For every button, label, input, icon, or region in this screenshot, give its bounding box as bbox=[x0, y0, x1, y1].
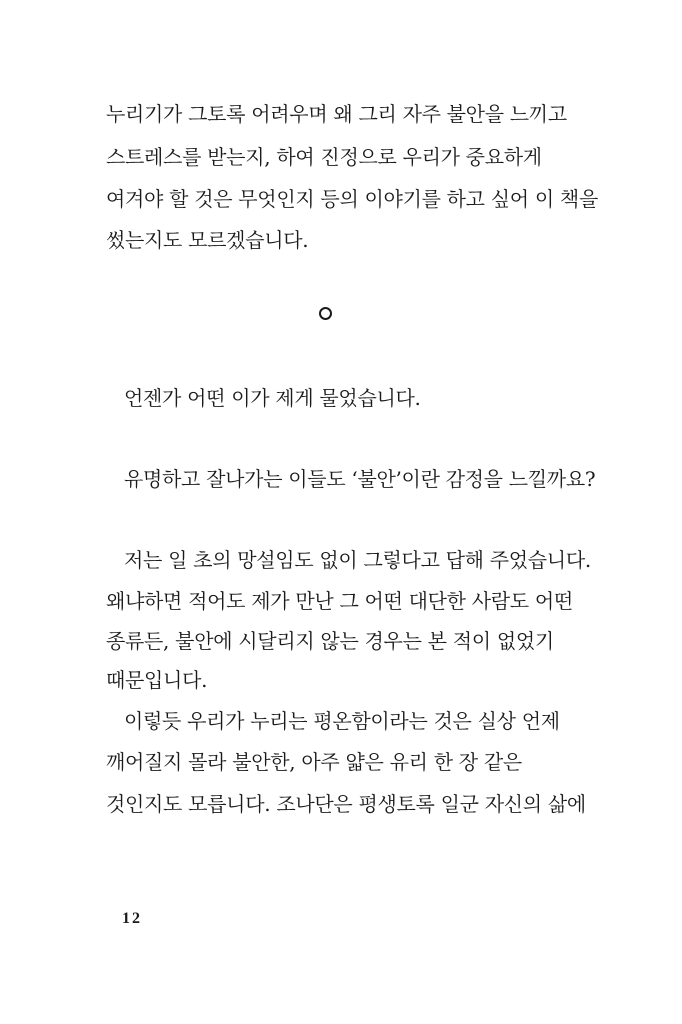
question-text: 유명하고 잘나가는 이들도 ‘불안’이란 감정을 느낄까요? bbox=[124, 467, 596, 491]
text-line: 썼는지도 모르겠습니다. bbox=[106, 228, 309, 252]
text-line: 저는 일 초의 망설임도 없이 그렇다고 답해 주었습니다. bbox=[124, 548, 591, 572]
text-line: 왜냐하면 적어도 제가 만난 그 어떤 대단한 사람도 어떤 bbox=[106, 589, 573, 613]
text-line: 이렇듯 우리가 누리는 평온함이라는 것은 실상 언제 bbox=[124, 709, 560, 733]
page-number: 12 bbox=[122, 910, 142, 927]
text-line: 스트레스를 받는지, 하여 진정으로 우리가 중요하게 bbox=[106, 145, 542, 169]
question-intro: 언젠가 어떤 이가 제게 물었습니다. bbox=[124, 386, 421, 410]
section-separator-circle-icon bbox=[319, 307, 332, 320]
text-line: 것인지도 모릅니다. 조나단은 평생토록 일군 자신의 삶에 bbox=[106, 792, 586, 816]
text-line: 깨어질지 몰라 불안한, 아주 얇은 유리 한 장 같은 bbox=[106, 750, 522, 774]
text-line: 누리기가 그토록 어려우며 왜 그리 자주 불안을 느끼고 bbox=[106, 102, 567, 126]
text-line: 종류든, 불안에 시달리지 않는 경우는 본 적이 없었기 bbox=[106, 629, 554, 653]
text-line: 여겨야 할 것은 무엇인지 등의 이야기를 하고 싶어 이 책을 bbox=[106, 187, 598, 211]
text-line: 때문입니다. bbox=[106, 668, 208, 692]
